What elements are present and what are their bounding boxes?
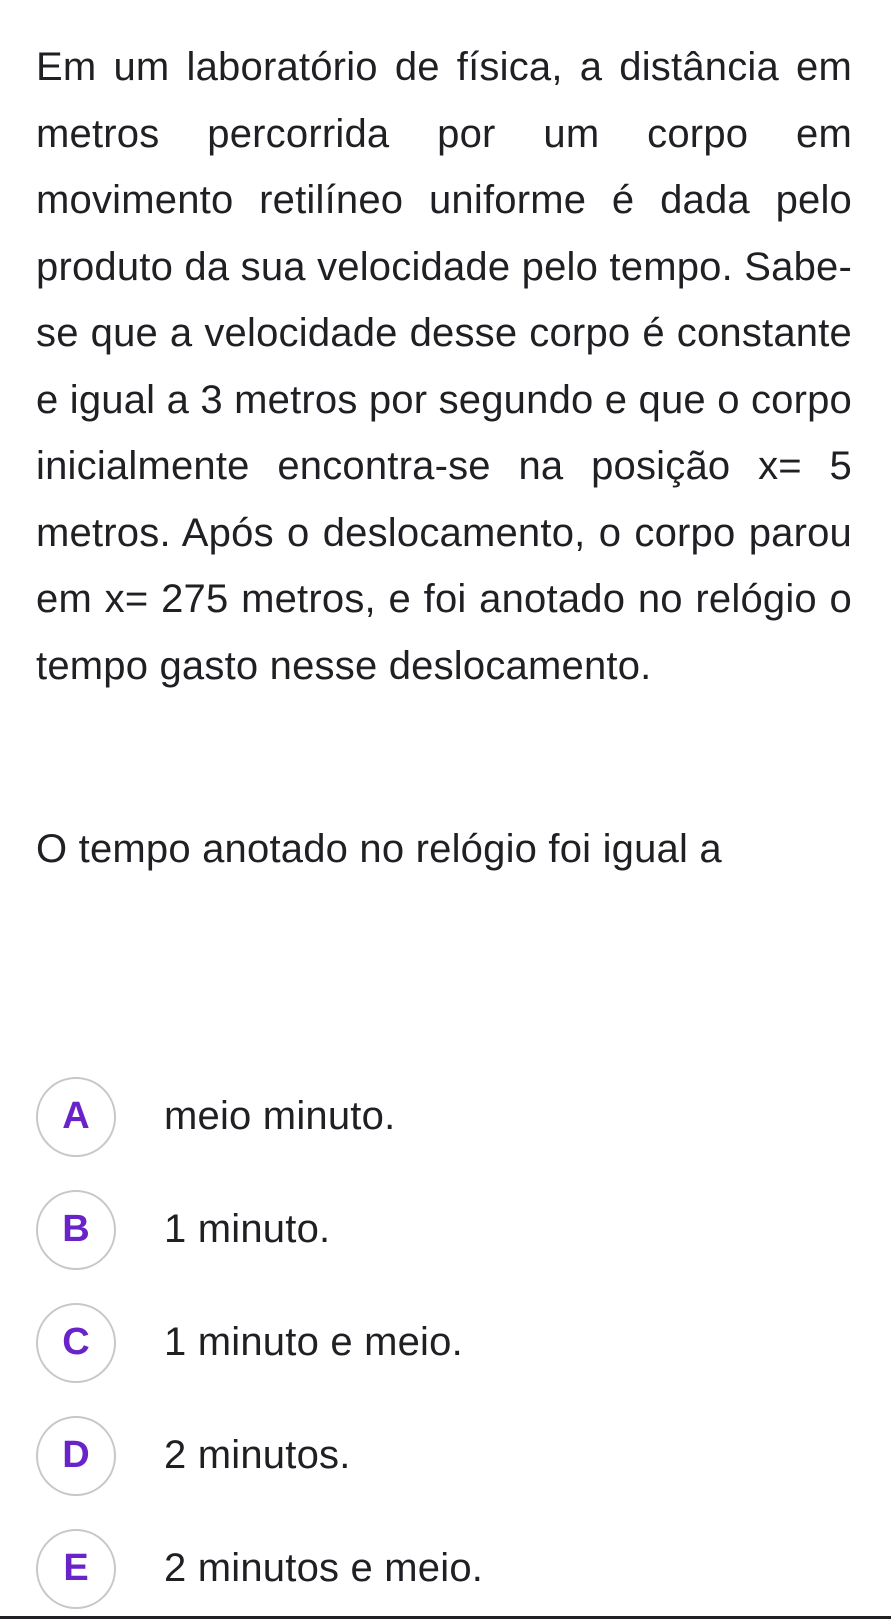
- option-c[interactable]: [36, 1300, 852, 1385]
- question-text: Em um laboratório de física, a distância em metros percorrida por um corpo em movimento retilíneo uniforme é dada pelo produto da sua velocidade pelo tempo. Sabe-se que a velocidade desse corpo é constante e igual a 3 metros por segundo e que o corpo inicialmente encontra-se na posição x= 5 metros. Após o deslocamento, o corpo parou em x= 275 metros, e foi anotado no relógio o tempo gasto nesse deslocamento.: [36, 45, 853, 688]
- answer-options: [36, 1074, 852, 1611]
- option-e[interactable]: [36, 1526, 852, 1611]
- option-letter-badge[interactable]: C: [36, 1303, 116, 1383]
- option-letter-badge[interactable]: A: [36, 1077, 116, 1157]
- option-letter-badge[interactable]: E: [36, 1529, 116, 1609]
- option-label[interactable]: 1 minuto.: [164, 1207, 331, 1251]
- option-a[interactable]: [36, 1074, 852, 1159]
- option-label[interactable]: 2 minutos e meio.: [164, 1546, 484, 1590]
- question-prompt: O tempo anotado no relógio foi igual a: [36, 827, 722, 871]
- option-label[interactable]: meio minuto.: [164, 1094, 396, 1138]
- option-label[interactable]: 1 minuto e meio.: [164, 1320, 463, 1364]
- option-letter-badge[interactable]: B: [36, 1190, 116, 1270]
- option-letter-badge[interactable]: D: [36, 1416, 116, 1496]
- option-label[interactable]: 2 minutos.: [164, 1433, 351, 1477]
- option-b[interactable]: [36, 1187, 852, 1272]
- option-d[interactable]: [36, 1413, 852, 1498]
